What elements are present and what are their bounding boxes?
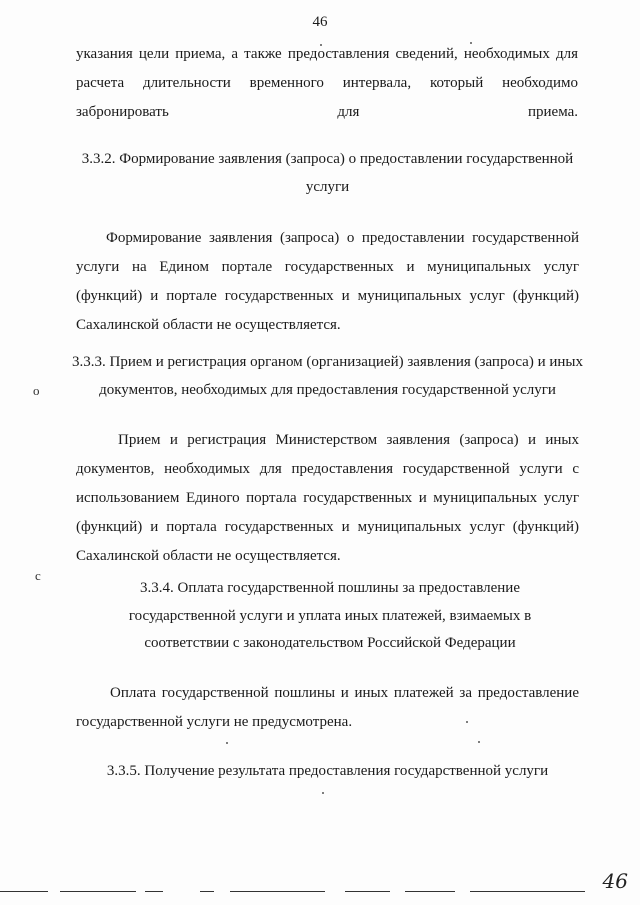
- paragraph-application-forming: Формирование заявления (запроса) о предоставлении государственной услуги на Едином портале государственных и муниципальных услуг (функций) и портале государственных и муниципальных услуг (функций) Сахалинской области не осуществляется.: [76, 230, 579, 333]
- scan-speck: [322, 792, 324, 794]
- heading-3-3-4: 3.3.4. Оплата государственной пошлины за предоставление государственной услуги и уплата иных платежей, взимаемых в соответствии с законодательством Российской Федерации: [128, 580, 532, 651]
- footer-rule: [60, 891, 136, 892]
- margin-mark: o: [33, 383, 40, 398]
- scan-speck: [470, 42, 472, 44]
- heading-3-3-5: 3.3.5. Получение результата предоставления государственной услуги: [106, 763, 549, 779]
- footer-rule: [145, 891, 163, 892]
- handwritten-page-number: 46: [602, 869, 628, 893]
- footer-rule: [230, 891, 325, 892]
- margin-mark: c: [35, 568, 41, 583]
- scan-speck: [478, 741, 480, 743]
- paragraph-state-fee: Оплата государственной пошлины и иных платежей за предоставление государственной услуги не предусмотрена.: [76, 685, 579, 730]
- heading-3-3-3: 3.3.3. Прием и регистрация органом (организацией) заявления (запроса) и иных документов, необходимых для предоставления государственной услуги: [71, 354, 583, 398]
- page-number: 46: [312, 14, 328, 30]
- footer-rule: [345, 891, 390, 892]
- scan-speck: [320, 44, 322, 46]
- heading-3-3-2: 3.3.2. Формирование заявления (запроса) о предоставлении государственной услуги: [81, 151, 574, 195]
- footer-rule: [405, 891, 455, 892]
- footer-rule: [470, 891, 585, 892]
- footer-rule: [200, 891, 214, 892]
- scan-speck: [466, 721, 468, 723]
- footer-rule: [0, 891, 48, 892]
- paragraph-reception-registration: Прием и регистрация Министерством заявления (запроса) и иных документов, необходимых для предоставления государственной услуги с использованием Единого портала государственных и муниципальных услуг (функций) и портала государственных и муниципальных услуг (функций) Сахалинской области не осуществляется.: [76, 432, 579, 564]
- scan-speck: [226, 742, 228, 744]
- paragraph-booking-note: указания цели приема, а также предоставления сведений, необходимых для расчета длительности временного интервала, который необходимо забронировать для приема.: [76, 46, 578, 120]
